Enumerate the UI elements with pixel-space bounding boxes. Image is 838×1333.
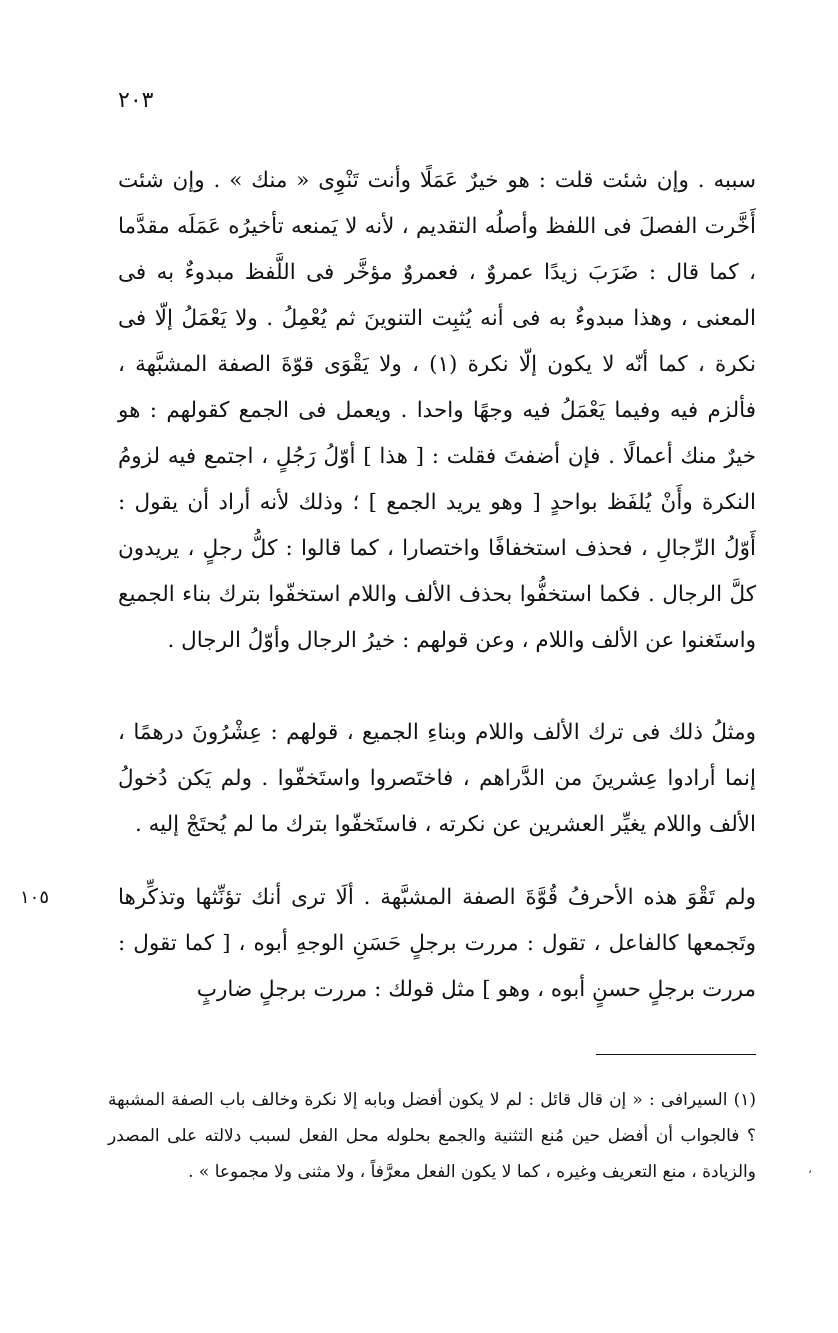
paragraph-3: ولم تَقْوَ هذه الأحرفُ قُوَّةَ الصفة المشبَّهة . ألَا ترى أنك تؤنِّثها وتذكِّرها وتَجمعها كالفاعل ، تقول : مررت برجلٍ حَسَنِ الوجهِ أبوه ، [ كما تقول : مررت برجلٍ حسنٍ أبوه ، وهو ] مثل قولك : مررت برجلٍ ضاربٍ bbox=[118, 885, 756, 1002]
paragraph-2: ومثلُ ذلك فى ترك الألف واللام وبناءِ الجميع ، قولهم : عِشْرُونَ درهمًا ، إنما أرادوا عِشرينَ من الدَّراهم ، فاختَصروا واستَخفّوا . ولم يَكن دُخولُ الألف واللام يغيِّر العشرين عن نكرته ، فاستَخفّوا بترك ما لم يُحتَجْ إليه . bbox=[118, 720, 756, 837]
margin-line-number: ١٠٥ bbox=[20, 887, 50, 908]
margin-mark: ، bbox=[808, 1162, 812, 1176]
footnote: (١) السيرافى : « إن قال قائل : لم لا يكون أفضل وبابه إلا نكرة وخالف باب الصفة المشبهة ؟ فالجواب أن أفضل حين مُنع التثنية والجمع بحلوله محل الفعل لسبب دلالته على المصدر والزيادة ، منع التعريف وغيره ، كما لا يكون الفعل معرَّفاً ، ولا مثنى ولا مجموعا » . bbox=[108, 1090, 756, 1182]
page-number: ٢٠٣ bbox=[118, 88, 154, 113]
footnote-divider bbox=[596, 1054, 756, 1055]
paragraph-1: سببه . وإن شئت قلت : هو خيرٌ عَمَلًا وأنت تَنْوِى « منك » . وإن شئت أَخَّرت الفصلَ فى اللفظ وأصلُه التقديم ، لأنه لا يَمنعه تأخيرُه عَمَلَه مقدَّما ، كما قال : ضَرَبَ زيدًا عمروٌ ، فعمروٌ مؤخَّر فى اللَّفظ مبدوءٌ به فى المعنى ، وهذا مبدوءٌ به فى أنه يُثبِت التنوينَ ثم يُعْمِلُ . ولا يَعْمَلُ إلّا فى نكرة ، كما أنّه لا يكون إلّا نكرة (١) ، ولا يَقْوَى قوّةَ الصفة المشبَّهة ، فألزم فيه وفيما يَعْمَلُ فيه وجهًا واحدا . ويعمل فى الجمع كقولهم : هو خيرٌ منك أعمالًا . فإن أضفتَ فقلت : [ هذا ] أوّلُ رَجُلٍ ، اجتمع فيه لزومُ النكرة وأَنْ يُلفَظ بواحدٍ [ وهو يريد الجمع ] ؛ وذلك لأنه أراد أن يقول : أَوّلُ الرِّجالِ ، فحذف استخفافًا واختصارا ، كما قالوا : كلُّ رجلٍ ، يريدون كلَّ الرجال . فكما استخفُّوا بحذف الألف واللام استخفّوا بترك بناء الجميع واستَغنوا عن الألف واللام ، وعن قولهم : خيرُ الرجال وأوّلُ الرجال . bbox=[118, 168, 757, 653]
